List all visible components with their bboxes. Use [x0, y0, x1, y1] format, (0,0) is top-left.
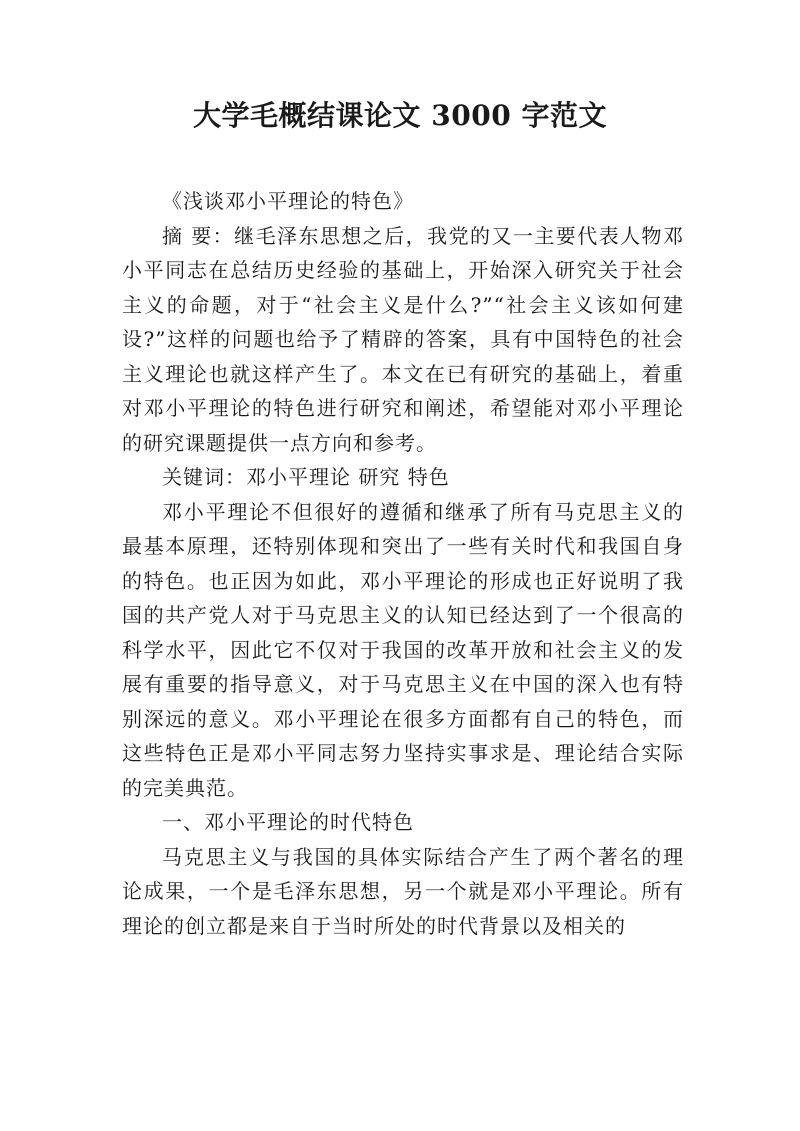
body-paragraph: 马克思主义与我国的具体实际结合产生了两个著名的理论成果，一个是毛泽东思想，另一个就是邓小平理论。所有理论的创立都是来自于当时所处的时代背景以及相关的 — [122, 844, 684, 938]
body-paragraph: 邓小平理论不但很好的遵循和继承了所有马克思主义的最基本原理，还特别体现和突出了一些有关时代和我国自身的特色。也正因为如此，邓小平理论的形成也正好说明了我国的共产党人对于马克思主义的认知已经达到了一个很高的科学水平，因此它不仅对于我国的改革开放和社会主义的发展有重要的指导意义，对于马克思主义在中国的深入也有特别深远的意义。邓小平理论在很多方面都有自己的特色，而这些特色正是邓小平同志努力坚持实事求是、理论结合实际的完美典范。 — [122, 499, 684, 800]
keywords-paragraph: 关键词：邓小平理论 研究 特色 — [162, 465, 450, 489]
paper-subtitle: 《浅谈邓小平理论的特色》 — [162, 189, 414, 213]
section-heading: 一、邓小平理论的时代特色 — [162, 810, 414, 834]
document-body — [122, 184, 684, 943]
document-title: 大学毛概结课论文 3000 字范文 — [193, 99, 607, 132]
abstract-paragraph: 摘 要：继毛泽东思想之后，我党的又一主要代表人物邓小平同志在总结历史经验的基础上，开始深入研究关于社会主义的命题，对于“社会主义是什么?”“社会主义该如何建设?”这样的问题也给予了精辟的答案，具有中国特色的社会主义理论也就这样产生了。本文在已有研究的基础上，着重对邓小平理论的特色进行研究和阐述，希望能对邓小平理论的研究课题提供一点方向和参考。 — [122, 223, 684, 455]
